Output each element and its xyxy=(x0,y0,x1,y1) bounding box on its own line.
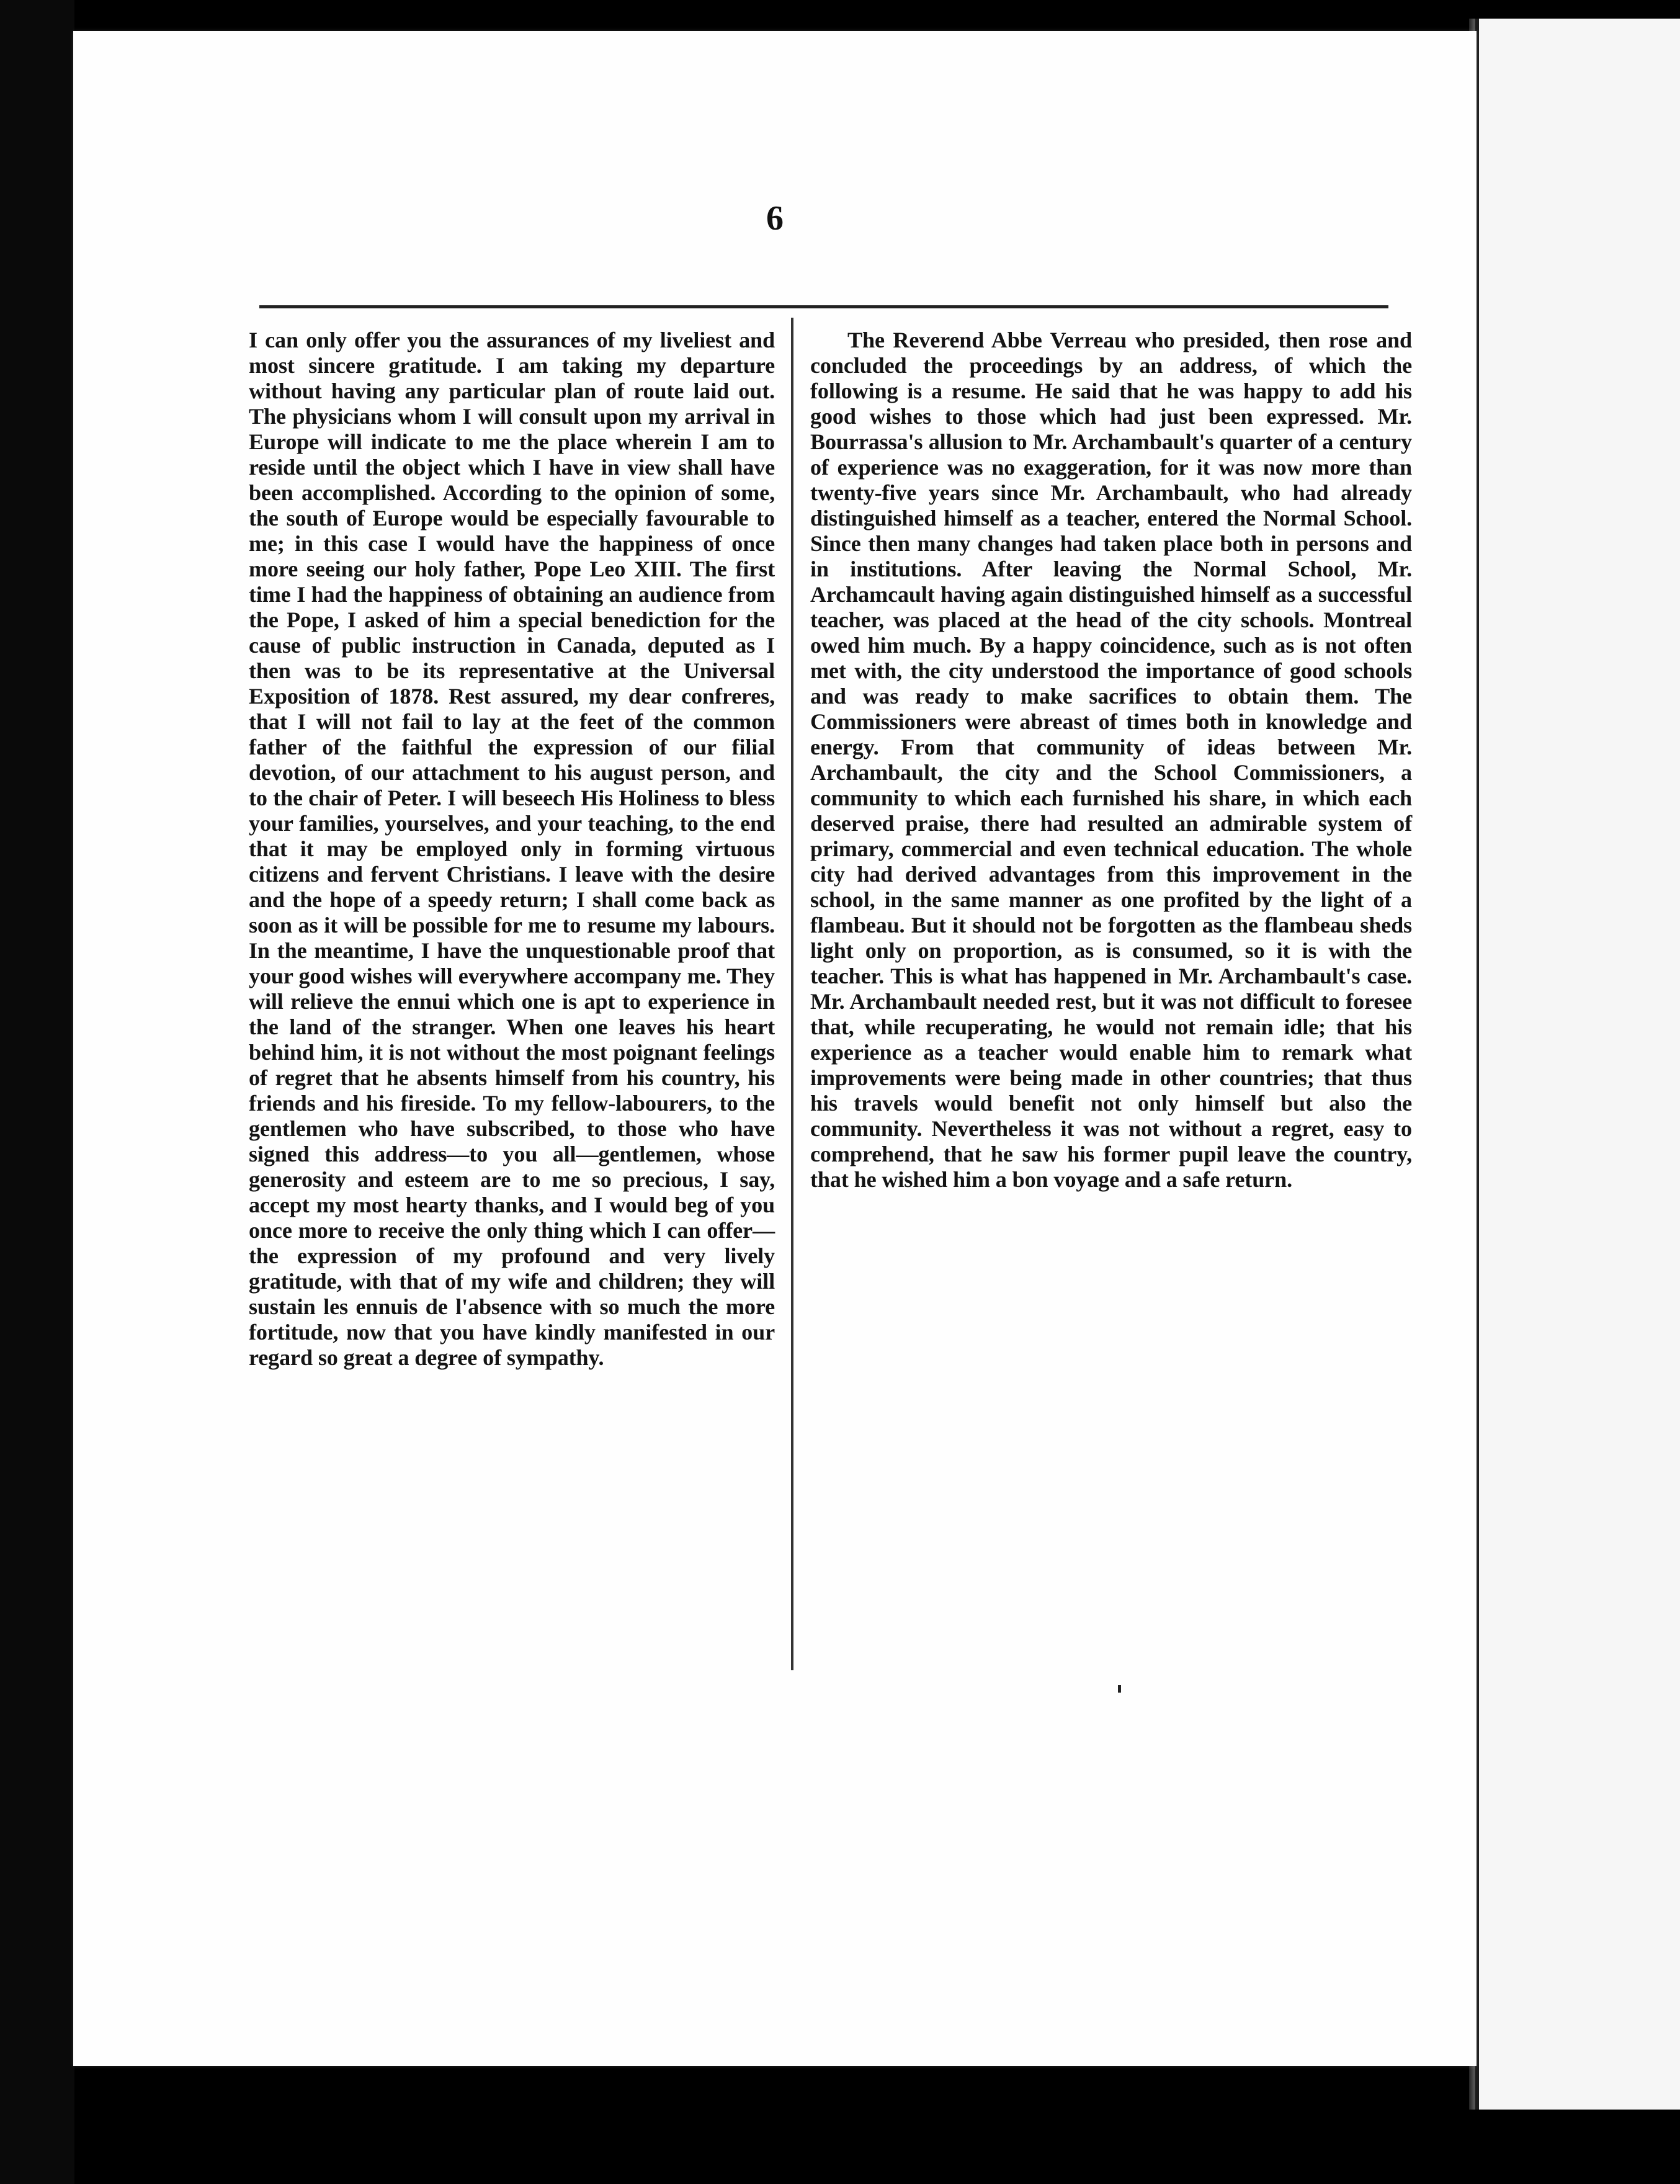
facing-page-edge xyxy=(1475,19,1680,2110)
left-column xyxy=(249,328,775,1371)
header-rule xyxy=(259,305,1388,308)
ink-speck xyxy=(1118,1685,1121,1693)
right-column xyxy=(785,328,1412,1193)
page-number: 6 xyxy=(766,199,784,238)
scan-border xyxy=(0,0,74,2184)
document-page xyxy=(73,31,1477,2066)
right-column-text: The Reverend Abbe Verreau who presided, then rose and concluded the proceedings by an address, of which the following is a resume. He said that he was happy to add his good wishes to those which had just been expressed. Mr. Bourrassa's allusion to Mr. Archambault's quarter of a century of experience was no exaggeration, for it was now more than twenty-five years since Mr. Archambault, who had already distinguished himself as a teacher, entered the Normal School. Since then many changes had taken place both in persons and in institutions. After leaving the Normal School, Mr. Archamcault having again distinguished himself as a successful teacher, was placed at the head of the city schools. Montreal owed him much. By a happy coincidence, such as is not often met with, the city understood the importance of good schools and was ready to make sacrifices to obtain them. The Commissioners were abreast of times both in knowledge and energy. From that community of ideas between Mr. Archambault, the city and the School Commissioners, a community to which each furnished his share, in which each deserved praise, there had resulted an admirable system of primary, commercial and even technical education. The whole city had derived advantages from this improvement in the school, in the same manner as one profited by the light of a flambeau. But it should not be forgotten as the flambeau sheds light only on proportion, as is consumed, so it is with the teacher. This is what has happened in Mr. Archambault's case. Mr. Archambault needed rest, but it was not difficult to foresee that, while recuperating, he would not remain idle; that his experience as a teacher would enable him to remark what improvements were being made in other countries; that thus his travels would benefit not only himself but also the community. Nevertheless it was not without a regret, easy to comprehend, that he saw his former pupil leave the country, that he wished him a bon voyage and a safe return. xyxy=(810,328,1412,1192)
left-column-text: I can only offer you the assurances of my liveliest and most sincere gratitude. I am taking my departure without having any particular plan of route laid out. The physicians whom I will consult upon my arrival in Europe will indicate to me the place wherein I am to reside until the object which I have in view shall have been accomplished. According to the opinion of some, the south of Europe would be especially favourable to me; in this case I would have the happiness of once more seeing our holy father, Pope Leo XIII. The first time I had the happiness of obtaining an audience from the Pope, I asked of him a special benediction for the cause of public instruction in Canada, deputed as I then was to be its representative at the Universal Exposition of 1878. Rest assured, my dear confreres, that I will not fail to lay at the feet of the common father of the faithful the expression of our filial devotion, of our attachment to his august person, and to the chair of Peter. I will beseech His Holiness to bless your families, yourselves, and your teaching, to the end that it may be employed only in forming virtuous citizens and fervent Christians. I leave with the desire and the hope of a speedy return; I shall come back as soon as it will be possible for me to resume my labours. In the meantime, I have the unquestionable proof that your good wishes will everywhere accompany me. They will relieve the ennui which one is apt to experience in the land of the stranger. When one leaves his heart behind him, it is not without the most poignant feelings of regret that he absents himself from his country, his friends and his fireside. To my fellow-labourers, to the gentlemen who have subscribed, to those who have signed this address—to you all—gentlemen, whose generosity and esteem are to me so precious, I say, accept my most hearty thanks, and I would beg of you once more to receive the only thing which I can offer—the expression of my profound and very lively gratitude, with that of my wife and children; they will sustain les ennuis de l'absence with so much the more fortitude, now that you have kindly manifested in our regard so great a degree of sympathy. xyxy=(249,328,775,1370)
